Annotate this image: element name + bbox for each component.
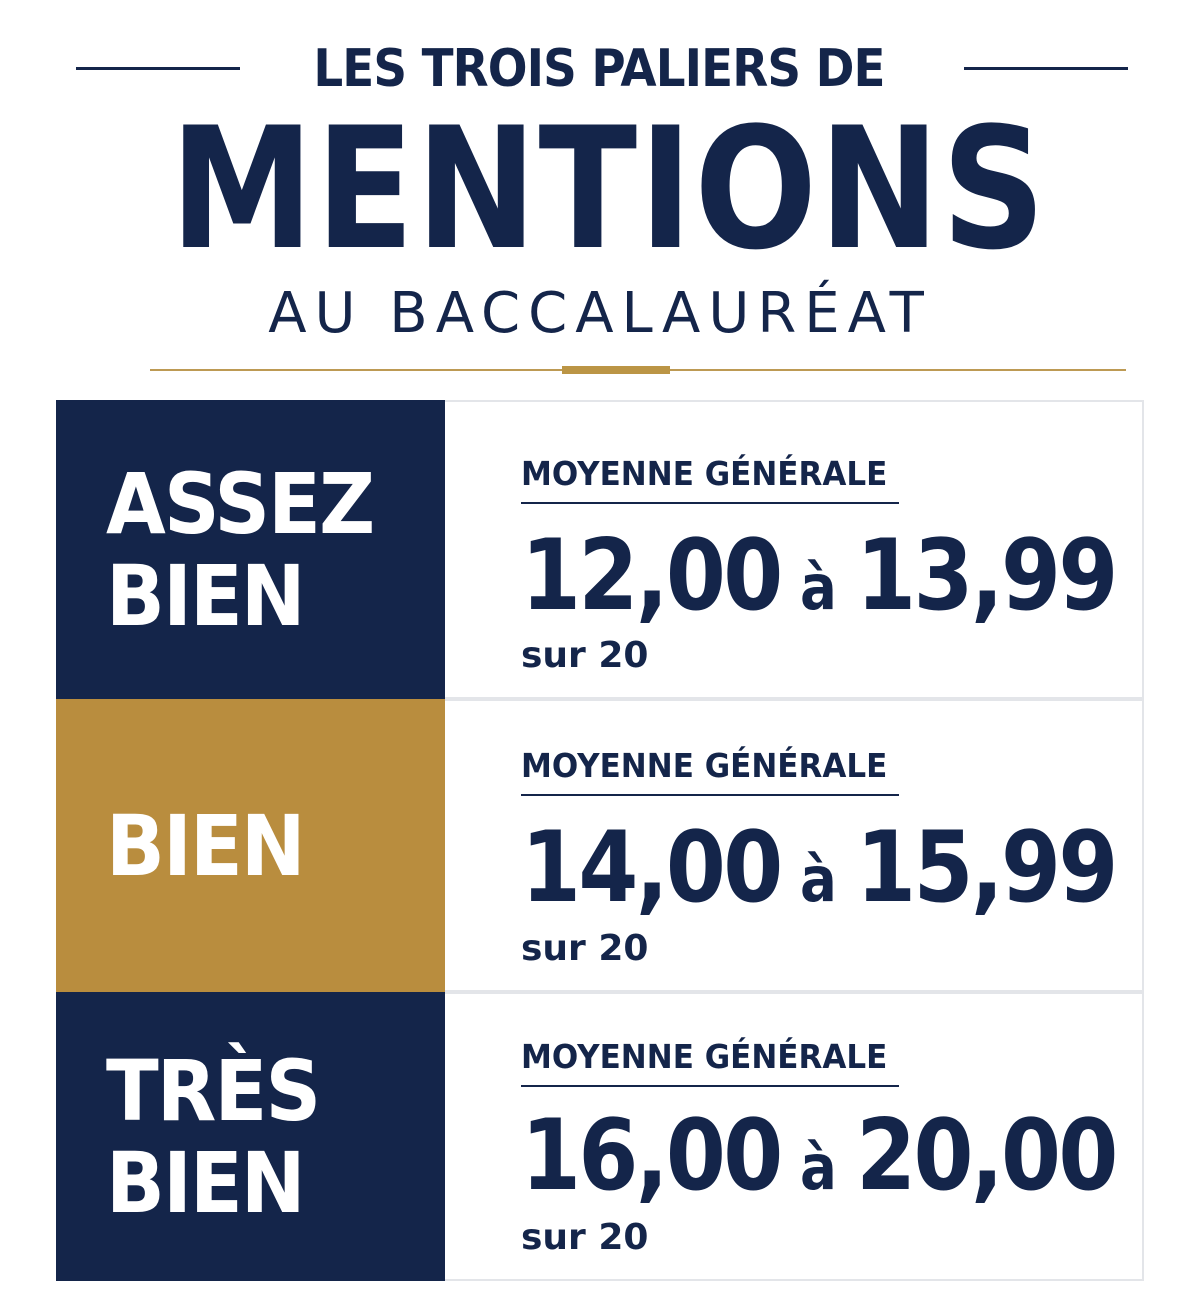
tier-label-line: BIEN: [106, 1133, 304, 1232]
range-to: 20,00: [856, 1099, 1116, 1213]
range-to: 13,99: [856, 519, 1116, 633]
range-separator: à: [799, 1131, 837, 1204]
moyenne-label: MOYENNE GÉNÉRALE: [521, 454, 888, 493]
grade-scale: sur 20: [521, 635, 649, 676]
moyenne-underline: [521, 794, 899, 796]
range-to: 15,99: [856, 811, 1116, 925]
range-from: 16,00: [521, 1099, 781, 1213]
tier-label-box: [56, 992, 445, 1281]
range-from: 12,00: [521, 519, 781, 633]
page-title: MENTIONS: [170, 91, 1048, 287]
mention-tiers: [56, 400, 1144, 1281]
tier-label-box: [56, 400, 445, 699]
tier-label-line: BIEN: [106, 796, 304, 895]
tier-bien: [56, 699, 1144, 992]
header: [0, 0, 1198, 400]
tier-label-box: [56, 699, 445, 992]
tier-content: [521, 402, 1142, 697]
tier-label-line: ASSEZ: [106, 454, 374, 553]
page-subtitle: AU BACCALAURÉAT: [268, 281, 932, 346]
tier-content: [521, 701, 1142, 990]
tier-assez-bien: [56, 400, 1144, 699]
grade-range: [521, 519, 1116, 638]
moyenne-label: MOYENNE GÉNÉRALE: [521, 1037, 888, 1076]
tier-label-line: BIEN: [106, 546, 304, 645]
grade-range: [521, 1099, 1116, 1218]
tier-content: [521, 994, 1142, 1279]
range-from: 14,00: [521, 811, 781, 925]
header-rule-left: [76, 67, 240, 70]
header-rule-right: [964, 67, 1128, 70]
moyenne-underline: [521, 502, 899, 504]
moyenne-underline: [521, 1085, 899, 1087]
moyenne-label: MOYENNE GÉNÉRALE: [521, 746, 888, 785]
range-separator: à: [799, 843, 837, 916]
grade-scale: sur 20: [521, 1217, 649, 1258]
range-separator: à: [799, 551, 837, 624]
header-kicker: LES TROIS PALIERS DE: [313, 39, 885, 99]
tier-tres-bien: [56, 992, 1144, 1281]
gold-divider-accent: [562, 366, 670, 374]
grade-scale: sur 20: [521, 928, 649, 969]
tier-label-line: TRÈS: [106, 1041, 320, 1140]
grade-range: [521, 811, 1116, 930]
